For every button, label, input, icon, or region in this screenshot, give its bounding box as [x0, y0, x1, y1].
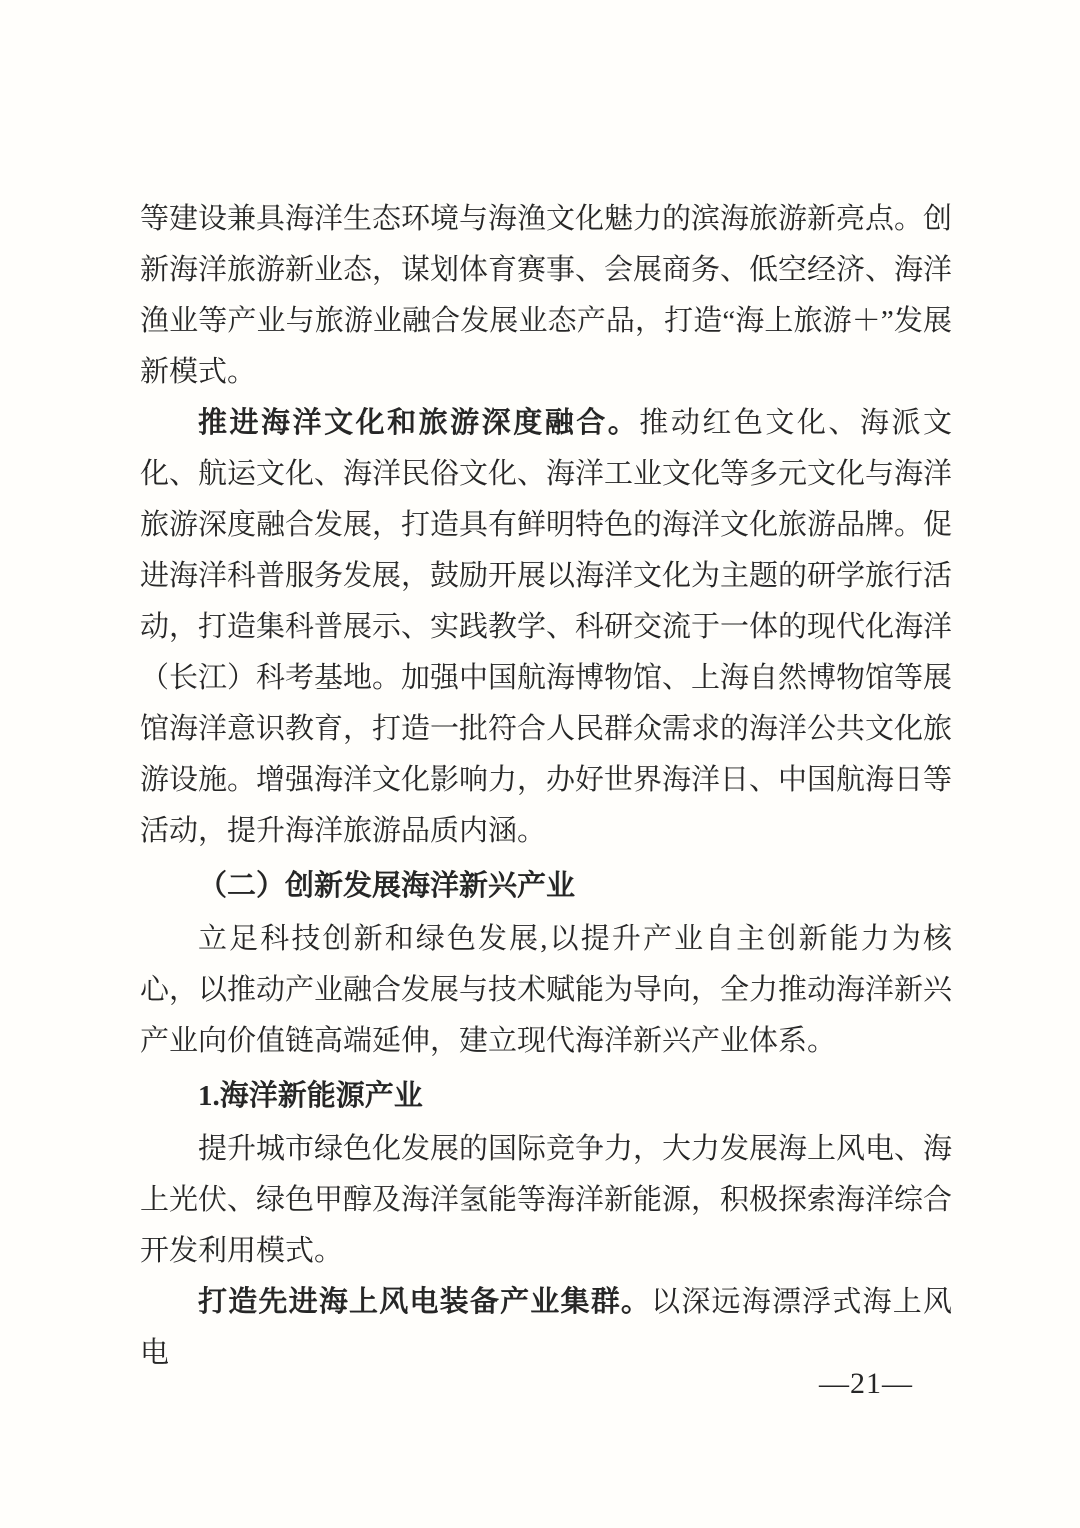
paragraph-innovation-green-development: 立足科技创新和绿色发展,以提升产业自主创新能力为核心，以推动产业融合发展与技术赋能为导向，全力推动海洋新兴产业向价值链高端延伸，建立现代海洋新兴产业体系。 [140, 923, 953, 1057]
subsection-heading-1-marine-new-energy: 1.海洋新能源产业 [198, 1080, 423, 1112]
document-text-block [140, 194, 952, 1379]
paragraph-bold-lead: 推进海洋文化和旅游深度融合。 [198, 407, 640, 439]
paragraph-bold-lead: 打造先进海上风电装备产业集群。 [198, 1286, 652, 1318]
paragraph-coastal-tourism: 等建设兼具海洋生态环境与海渔文化魅力的滨海旅游新亮点。创新海洋旅游新业态，谋划体育赛事、会展商务、低空经济、海洋渔业等产业与旅游业融合发展业态产品，打造“海上旅游＋”发展新模式。 [140, 203, 953, 388]
page-number: —21— [819, 1367, 913, 1400]
paragraph-body-text: 推动红色文化、海派文化、航运文化、海洋民俗文化、海洋工业文化等多元文化与海洋旅游深度融合发展，打造具有鲜明特色的海洋文化旅游品牌。促进海洋科普服务发展，鼓励开展以海洋文化为主题的研学旅行活动，打造集科普展示、实践教学、科研交流于一体的现代化海洋（长江）科考基地。加强中国航海博物馆、上海自然博物馆等展馆海洋意识教育，打造一批符合人民群众需求的海洋公共文化旅游设施。增强海洋文化影响力，办好世界海洋日、中国航海日等活动，提升海洋旅游品质内涵。 [140, 407, 953, 847]
paragraph-culture-tourism-integration [140, 398, 952, 857]
paragraph-body-text: 以深远海漂浮式海上风电 [140, 1286, 952, 1369]
section-heading-2-emerging-industries: （二）创新发展海洋新兴产业 [198, 870, 576, 902]
paragraph-green-competitiveness: 提升城市绿色化发展的国际竞争力，大力发展海上风电、海上光伏、绿色甲醇及海洋氢能等海洋新能源，积极探索海洋综合开发利用模式。 [140, 1133, 953, 1267]
paragraph-offshore-wind-cluster [140, 1277, 952, 1379]
